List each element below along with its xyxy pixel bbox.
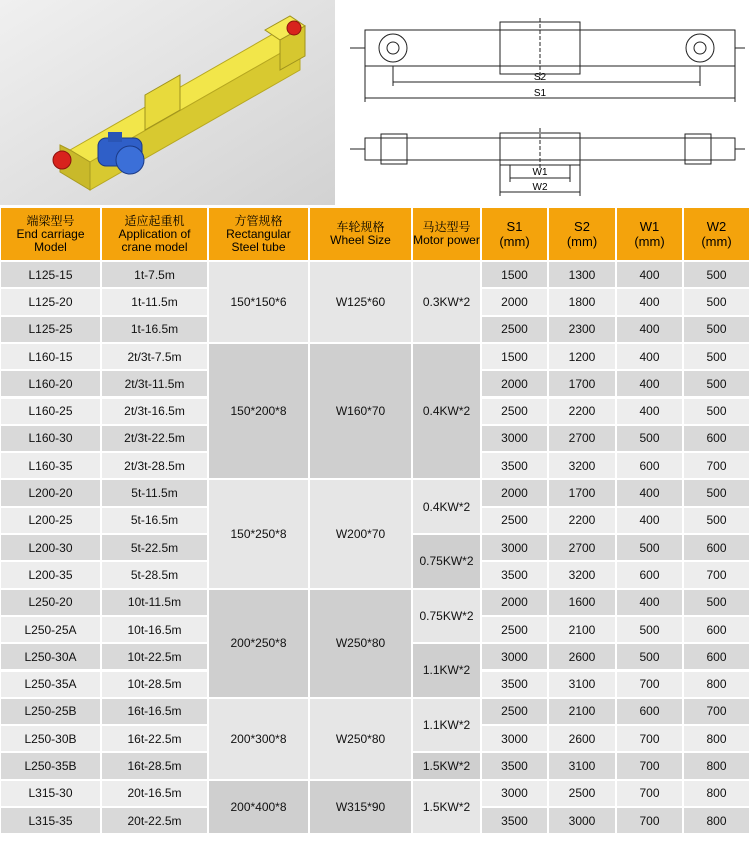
table-cell-s2: 1700 [549, 371, 615, 396]
table-cell-w2: 700 [684, 699, 749, 724]
table-cell-s2: 2700 [549, 535, 615, 560]
table-cell-model: L160-30 [1, 426, 100, 451]
table-cell-model: L200-20 [1, 480, 100, 505]
table-cell-crane: 16t-16.5m [102, 699, 207, 724]
header-text-line: (mm) [566, 234, 598, 249]
table-cell-w1: 500 [617, 426, 682, 451]
product-illustration-area [0, 0, 750, 205]
dimension-drawing [345, 0, 750, 205]
motor-power-cell: 1.1KW*2 [413, 699, 480, 752]
table-cell-model: L125-25 [1, 317, 100, 342]
table-cell-model: L160-35 [1, 453, 100, 478]
table-cell-model: L160-15 [1, 344, 100, 369]
tube-spec-cell: 200*250*8 [209, 590, 308, 697]
table-cell-model: L250-25B [1, 699, 100, 724]
table-cell-s1: 2500 [482, 399, 547, 424]
table-cell-s2: 3100 [549, 672, 615, 697]
table-cell-s2: 1700 [549, 480, 615, 505]
tube-spec-cell: 200*300*8 [209, 699, 308, 779]
table-cell-w1: 400 [617, 289, 682, 314]
table-cell-w1: 400 [617, 480, 682, 505]
table-cell-s1: 3000 [482, 426, 547, 451]
table-cell-s2: 1600 [549, 590, 615, 615]
tube-spec-cell: 150*200*8 [209, 344, 308, 479]
table-cell-w1: 500 [617, 535, 682, 560]
end-carriage-3d-render [0, 0, 335, 205]
table-cell-crane: 5t-22.5m [102, 535, 207, 560]
header-text-line: S1 [506, 219, 523, 234]
tube-spec-cell: 150*150*6 [209, 262, 308, 342]
table-cell-w1: 400 [617, 371, 682, 396]
table-cell-model: L160-20 [1, 371, 100, 396]
table-cell-model: L250-30B [1, 726, 100, 751]
table-cell-w1: 500 [617, 617, 682, 642]
table-cell-w2: 600 [684, 644, 749, 669]
header-text-line: W1 [639, 219, 660, 234]
table-cell-s1: 3000 [482, 726, 547, 751]
table-cell-w1: 400 [617, 508, 682, 533]
table-cell-model: L160-25 [1, 399, 100, 424]
table-cell-crane: 20t-16.5m [102, 781, 207, 806]
table-cell-crane: 2t/3t-22.5m [102, 426, 207, 451]
table-cell-s2: 2100 [549, 699, 615, 724]
table-cell-model: L250-35B [1, 753, 100, 778]
header-cell [549, 208, 615, 260]
wheel-size-cell: W315*90 [310, 781, 411, 834]
table-cell-crane: 16t-22.5m [102, 726, 207, 751]
table-cell-w1: 700 [617, 808, 682, 833]
table-cell-w2: 500 [684, 590, 749, 615]
wheel-size-cell: W200*70 [310, 480, 411, 587]
table-cell-model: L250-20 [1, 590, 100, 615]
table-cell-s1: 2500 [482, 317, 547, 342]
table-cell-w2: 800 [684, 672, 749, 697]
table-cell-w2: 700 [684, 562, 749, 587]
table-cell-w2: 500 [684, 508, 749, 533]
table-cell-w1: 400 [617, 344, 682, 369]
table-cell-crane: 2t/3t-28.5m [102, 453, 207, 478]
table-cell-s1: 2000 [482, 590, 547, 615]
table-cell-s1: 3500 [482, 808, 547, 833]
header-cell [617, 208, 682, 260]
table-cell-w2: 500 [684, 344, 749, 369]
table-cell-w2: 500 [684, 371, 749, 396]
header-text-line: (mm) [701, 234, 732, 249]
header-text-line: (mm) [634, 234, 665, 249]
header-cell [413, 208, 480, 260]
table-cell-s1: 2000 [482, 371, 547, 396]
table-cell-w1: 600 [617, 562, 682, 587]
table-cell-crane: 10t-28.5m [102, 672, 207, 697]
table-cell-w1: 400 [617, 262, 682, 287]
table-cell-s1: 2000 [482, 289, 547, 314]
table-cell-s1: 3500 [482, 672, 547, 697]
header-cell [684, 208, 749, 260]
table-cell-model: L250-30A [1, 644, 100, 669]
table-cell-w2: 800 [684, 808, 749, 833]
table-cell-w2: 500 [684, 399, 749, 424]
header-cell [209, 208, 308, 260]
header-text-line: crane model [121, 239, 188, 254]
table-cell-model: L200-35 [1, 562, 100, 587]
motor-power-cell: 1.1KW*2 [413, 644, 480, 697]
header-text-line: Model [34, 239, 67, 254]
w1-label: W1 [532, 167, 548, 178]
table-cell-s2: 3000 [549, 808, 615, 833]
table-cell-w2: 500 [684, 317, 749, 342]
header-text-line: Motor power [413, 233, 480, 247]
table-cell-s1: 3500 [482, 453, 547, 478]
table-cell-s2: 3100 [549, 753, 615, 778]
table-cell-w2: 600 [684, 535, 749, 560]
header-text-line: End carriage [16, 226, 85, 241]
table-cell-w1: 700 [617, 753, 682, 778]
motor-power-cell: 1.5KW*2 [413, 753, 480, 778]
table-cell-model: L250-35A [1, 672, 100, 697]
table-cell-s2: 1300 [549, 262, 615, 287]
header-text-line: S2 [574, 219, 590, 234]
table-cell-w2: 700 [684, 453, 749, 478]
wheel-size-cell: W160*70 [310, 344, 411, 479]
table-cell-crane: 16t-28.5m [102, 753, 207, 778]
table-cell-s1: 3000 [482, 535, 547, 560]
table-cell-model: L125-15 [1, 262, 100, 287]
table-cell-crane: 10t-22.5m [102, 644, 207, 669]
header-text-line: 端梁型号 [26, 213, 75, 228]
table-cell-w1: 700 [617, 726, 682, 751]
table-cell-crane: 5t-28.5m [102, 562, 207, 587]
table-cell-crane: 5t-16.5m [102, 508, 207, 533]
header-cell [482, 208, 547, 260]
table-cell-s2: 2200 [549, 399, 615, 424]
table-cell-s2: 3200 [549, 453, 615, 478]
table-cell-w2: 800 [684, 753, 749, 778]
table-cell-s1: 3500 [482, 562, 547, 587]
table-cell-crane: 10t-16.5m [102, 617, 207, 642]
table-cell-s2: 1200 [549, 344, 615, 369]
header-text-line: 马达型号 [422, 220, 471, 234]
table-cell-s2: 2700 [549, 426, 615, 451]
s1-label: S1 [533, 88, 547, 99]
motor-power-cell: 0.4KW*2 [413, 480, 480, 533]
table-cell-crane: 20t-22.5m [102, 808, 207, 833]
table-cell-model: L125-20 [1, 289, 100, 314]
table-cell-crane: 5t-11.5m [102, 480, 207, 505]
table-cell-model: L315-35 [1, 808, 100, 833]
table-cell-s2: 2300 [549, 317, 615, 342]
table-cell-s1: 3000 [482, 781, 547, 806]
table-cell-s2: 2600 [549, 726, 615, 751]
header-text-line: W2 [706, 219, 727, 234]
header-text-line: Wheel Size [330, 233, 391, 247]
table-cell-w1: 500 [617, 644, 682, 669]
header-text-line: (mm) [499, 234, 530, 249]
table-cell-s1: 3000 [482, 644, 547, 669]
motor-power-cell: 0.4KW*2 [413, 344, 480, 479]
header-cell [310, 208, 411, 260]
table-cell-s1: 2500 [482, 617, 547, 642]
table-cell-s2: 3200 [549, 562, 615, 587]
table-cell-w2: 600 [684, 617, 749, 642]
table-cell-crane: 10t-11.5m [102, 590, 207, 615]
tube-spec-cell: 150*250*8 [209, 480, 308, 587]
table-cell-w1: 700 [617, 672, 682, 697]
motor-power-cell: 0.75KW*2 [413, 590, 480, 643]
table-cell-crane: 2t/3t-7.5m [102, 344, 207, 369]
header-text-line: Application of [118, 226, 191, 241]
table-cell-s2: 2600 [549, 644, 615, 669]
s2-label: S2 [533, 72, 547, 83]
wheel-size-cell: W250*80 [310, 699, 411, 779]
table-cell-w1: 700 [617, 781, 682, 806]
table-cell-w1: 400 [617, 590, 682, 615]
header-text-line: 方管规格 [234, 213, 283, 228]
motor-power-cell: 0.75KW*2 [413, 535, 480, 588]
table-cell-w2: 500 [684, 262, 749, 287]
wheel-size-cell: W125*60 [310, 262, 411, 342]
header-text-line: Steel tube [231, 239, 286, 254]
table-cell-w1: 400 [617, 399, 682, 424]
spec-table [0, 208, 750, 841]
table-cell-model: L250-25A [1, 617, 100, 642]
table-cell-model: L200-30 [1, 535, 100, 560]
table-cell-w1: 600 [617, 699, 682, 724]
header-text-line: Rectangular [226, 226, 291, 241]
table-cell-s1: 2000 [482, 480, 547, 505]
header-text-line: 适应起重机 [124, 213, 185, 228]
header-cell [102, 208, 207, 260]
table-cell-s1: 1500 [482, 262, 547, 287]
table-cell-w2: 800 [684, 726, 749, 751]
header-cell [1, 208, 100, 260]
table-cell-crane: 1t-11.5m [102, 289, 207, 314]
tube-spec-cell: 200*400*8 [209, 781, 308, 834]
table-cell-w2: 500 [684, 480, 749, 505]
table-cell-s2: 2100 [549, 617, 615, 642]
table-cell-crane: 1t-16.5m [102, 317, 207, 342]
table-cell-w2: 800 [684, 781, 749, 806]
table-cell-crane: 2t/3t-11.5m [102, 371, 207, 396]
table-cell-model: L315-30 [1, 781, 100, 806]
table-cell-s1: 2500 [482, 699, 547, 724]
table-cell-w2: 600 [684, 426, 749, 451]
motor-power-cell: 1.5KW*2 [413, 781, 480, 834]
table-cell-s1: 3500 [482, 753, 547, 778]
table-cell-w1: 600 [617, 453, 682, 478]
table-cell-crane: 1t-7.5m [102, 262, 207, 287]
table-cell-crane: 2t/3t-16.5m [102, 399, 207, 424]
table-cell-s2: 2200 [549, 508, 615, 533]
table-cell-w1: 400 [617, 317, 682, 342]
table-cell-model: L200-25 [1, 508, 100, 533]
table-cell-w2: 500 [684, 289, 749, 314]
w2-label: W2 [532, 182, 548, 193]
table-cell-s2: 1800 [549, 289, 615, 314]
table-cell-s1: 2500 [482, 508, 547, 533]
header-text-line: 车轮规格 [336, 220, 385, 234]
table-cell-s1: 1500 [482, 344, 547, 369]
motor-power-cell: 0.3KW*2 [413, 262, 480, 342]
wheel-size-cell: W250*80 [310, 590, 411, 697]
table-cell-s2: 2500 [549, 781, 615, 806]
